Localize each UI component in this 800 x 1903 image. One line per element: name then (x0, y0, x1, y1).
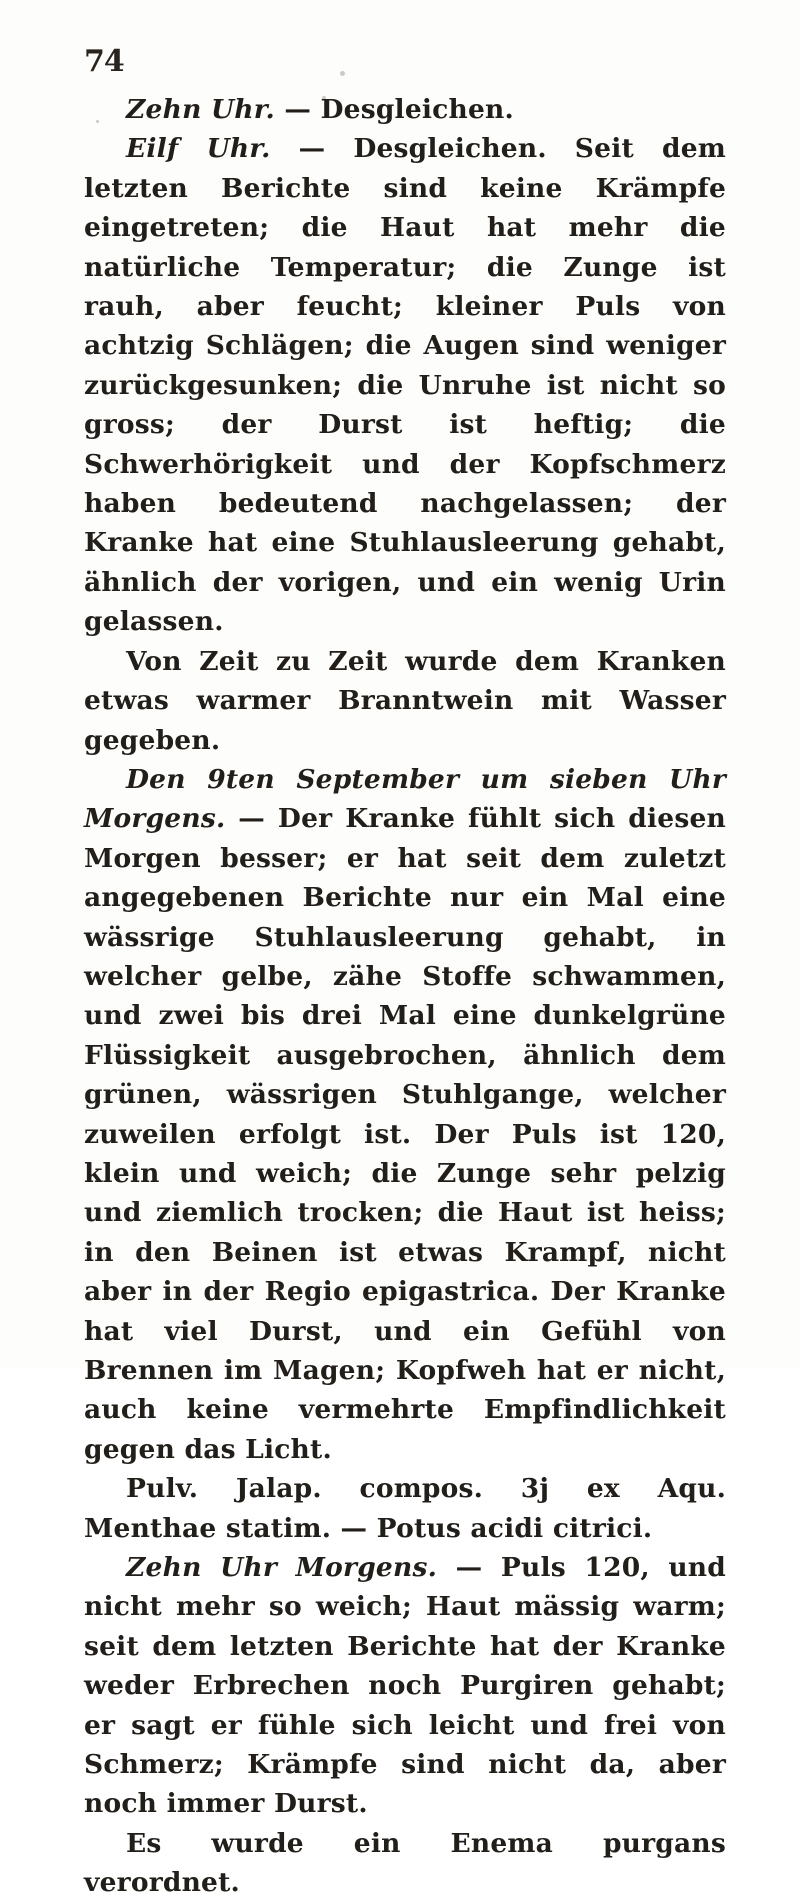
paragraph-enema (84, 1824, 726, 1903)
paragraph-text: — Der Kranke fühlt sich diesen Morgen besser; er hat seit dem zuletzt angegebenen Berichte nur ein Mal eine wässrige Stuhlausleerung gehabt, in welcher gelbe, zähe Stoffe schwammen, und zwei bis drei Mal eine dunkelgrüne Flüssigkeit ausgebrochen, ähnlich dem grünen, wässrigen Stuhlgange, welcher zuweilen erfolgt ist. Der Puls ist 120, klein und weich; die Zunge sehr pelzig und ziemlich trocken; die Haut ist heiss; in den Beinen ist etwas Krampf, nicht aber in der Regio epigastrica. Der Kranke hat viel Durst, und ein Gefühl von Brennen im Magen; Kopfweh hat er nicht, auch keine vermehrte Empfindlichkeit gegen das Licht. (84, 803, 726, 1465)
paragraph-text: — Puls 120, und nicht mehr so weich; Haut mässig warm; seit dem letzten Berichte hat der Kranke weder Erbrechen noch Purgiren gehabt; er sagt er fühle sich leicht und frei von Schmerz; Krämpfe sind nicht da, aber noch immer Durst. (84, 1552, 727, 1820)
paragraph-text: — Desgleichen. Seit dem letzten Berichte sind keine Krämpfe eingetreten; die Haut hat mehr die natürliche Temperatur; die Zunge ist rauh, aber feucht; kleiner Puls von achtzig Schlägen; die Augen sind weniger zurückgesunken; die Unruhe ist nicht so gross; der Durst ist heftig; die Schwerhörigkeit und der Kopfschmerz haben bedeutend nachgelassen; der Kranke hat eine Stuhlausleerung gehabt, ähnlich der vorigen, und ein wenig Urin gelassen. (84, 133, 726, 638)
paragraph-prescription (84, 1469, 726, 1548)
paragraph-text: Es wurde ein Enema purgans verordnet. (84, 1827, 726, 1899)
paragraph-eilf-uhr (84, 129, 726, 641)
paragraph-text: — Desgleichen. (274, 94, 514, 125)
paragraph-zehn-uhr-morgens (84, 1548, 726, 1824)
time-label: Eilf Uhr. (126, 133, 271, 165)
paragraph-text: Von Zeit zu Zeit wurde dem Kranken etwas warmer Branntwein mit Wasser gegeben. (84, 645, 726, 756)
paragraph-9ten-september (84, 760, 726, 1469)
time-label: Zehn Uhr. (126, 94, 275, 125)
paragraph-branntwein (84, 642, 726, 760)
paragraph-text: Pulv. Jalap. compos. 3j ex Aqu. Menthae statim. — Potus acidi citrici. (84, 1473, 726, 1544)
ink-spot (340, 71, 345, 76)
time-label: Zehn Uhr Morgens. (126, 1552, 438, 1584)
paragraph-zehn-uhr (84, 90, 726, 129)
body-text (84, 90, 726, 1903)
date-label: Den 9ten September um sieben Uhr Morgens. (84, 763, 726, 835)
page-number: 74 (84, 44, 124, 79)
